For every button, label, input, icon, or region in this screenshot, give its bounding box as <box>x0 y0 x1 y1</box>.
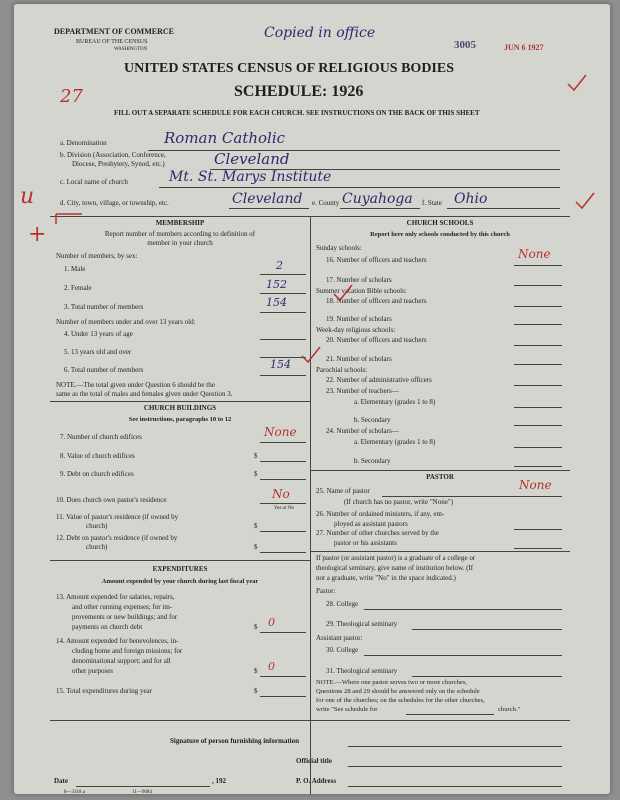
q27-label-2: pastor or his assistants <box>334 539 397 547</box>
q25-note: (If church has no pastor, write "None") <box>344 498 454 506</box>
state-label: f. State <box>422 199 442 207</box>
q2-value: 152 <box>266 278 287 291</box>
q13-label-3: provements or new buildings; and for <box>72 613 178 621</box>
q18-label: 18. Number of officers and teachers <box>326 297 427 305</box>
date-label: Date <box>54 777 68 785</box>
q19-label: 19. Number of scholars <box>326 315 392 323</box>
city-name: WASHINGTON <box>114 47 148 52</box>
dept-name: DEPARTMENT OF COMMERCE <box>54 27 175 36</box>
buildings-sub: See instructions, paragraphs 10 to 12 <box>128 416 232 423</box>
instruction-line: FILL OUT A SEPARATE SCHEDULE FOR EACH CHURCH. SEE INSTRUCTIONS ON THE BACK OF THIS SHEET <box>114 109 480 117</box>
form-code-2: 11—9084 <box>132 790 152 794</box>
city-value: Cleveland <box>232 191 303 207</box>
q14-label-1: 14. Amount expended for benevolences, in- <box>56 637 179 645</box>
q16-label: 16. Number of officers and teachers <box>326 256 427 264</box>
sunday-schools: Sunday schools: <box>316 244 362 252</box>
parochial-schools: Parochial schools: <box>316 366 368 374</box>
q15-label: 15. Total expenditures during year <box>56 687 152 695</box>
church-name-value: Mt. St. Marys Institute <box>169 169 332 185</box>
q10-value: No <box>272 487 290 501</box>
q23b-label: b. Secondary <box>354 416 391 424</box>
q9-label: 9. Debt on church edifices <box>60 470 134 478</box>
expenditures-sub: Amount expended by your church during last fiscal year <box>101 578 259 585</box>
city-label: d. City, town, village, or township, etc. <box>60 199 169 207</box>
q11-label-2: church) <box>86 522 108 530</box>
pastor-note-2: Questions 28 and 29 should be answered only on the schedule <box>316 688 480 695</box>
church-name-label: c. Local name of church <box>60 178 128 186</box>
summer-schools: Summer vacation Bible schools: <box>316 287 407 295</box>
q7-label: 7. Number of church edifices <box>60 433 142 441</box>
q23-label: 23. Number of teachers— <box>326 387 399 395</box>
q4-label: 4. Under 13 years of age <box>64 330 133 338</box>
graduate-note-2: theological seminary, give name of institution below. (If <box>316 564 474 572</box>
q8-label: 8. Value of church edifices <box>60 452 135 460</box>
division-label-2: Diocese, Presbytery, Synod, etc.) <box>72 160 165 168</box>
q5-label: 5. 13 years old and over <box>64 348 132 356</box>
membership-title: MEMBERSHIP <box>155 219 205 227</box>
q1-label: 1. Male <box>64 265 86 273</box>
q17-label: 17. Number of scholars <box>326 276 392 284</box>
margin-mark-plus: + <box>28 222 47 247</box>
division-value: Cleveland <box>214 150 290 168</box>
q26-label-1: 26. Number of ordained ministers, if any, em- <box>316 510 445 518</box>
stamp-date: JUN 6 1927 <box>504 43 544 52</box>
denomination-value: Roman Catholic <box>164 129 286 147</box>
bureau-name: BUREAU OF THE CENSUS <box>76 39 148 45</box>
graduate-note-1: If pastor (or assistant pastor) is a graduate of a college or <box>316 554 476 562</box>
form-code-1: 8—3318 a <box>64 790 85 794</box>
expenditures-title: EXPENDITURES <box>152 565 208 573</box>
q13-value: 0 <box>268 616 275 629</box>
membership-note-2: same as the total of males and females given under Question 3. <box>56 390 233 398</box>
graduate-note-3: not a graduate, write "No" in the space indicated.) <box>316 574 456 582</box>
q8-dollar: $ <box>254 452 258 460</box>
county-label: e. County <box>312 199 340 207</box>
q11-label-1: 11. Value of pastor's residence (if owned by <box>56 513 179 521</box>
check-mark-icon-3 <box>566 72 588 94</box>
po-address-label: P. O. Address <box>296 777 337 785</box>
q10-label: 10. Does church own pastor's residence <box>56 496 167 504</box>
q24a-label: a. Elementary (grades 1 to 8) <box>354 438 436 446</box>
q14-value: 0 <box>268 660 275 673</box>
q27-label-1: 27. Number of other churches served by the <box>316 529 439 537</box>
q24-label: 24. Number of scholars— <box>326 427 399 435</box>
q29-label: 29. Theological seminary <box>326 620 398 628</box>
q3-label: 3. Total number of members <box>64 303 144 311</box>
q23a-label: a. Elementary (grades 1 to 8) <box>354 398 436 406</box>
members-by-age: Number of members under and over 13 years old: <box>56 318 196 326</box>
q7-value: None <box>264 425 297 439</box>
red-bracket-mark <box>54 212 84 226</box>
q6-label: 6. Total number of members <box>64 366 144 374</box>
q25-label: 25. Name of pastor <box>316 487 370 495</box>
q11-dollar: $ <box>254 522 258 530</box>
q20-label: 20. Number of officers and teachers <box>326 336 427 344</box>
q13-label-1: 13. Amount expended for salaries, repairs, <box>56 593 175 601</box>
pastor-note-5: church." <box>498 706 521 713</box>
membership-note-1: NOTE.—The total given under Question 6 should be the <box>56 381 215 389</box>
county-value: Cuyahoga <box>342 191 413 207</box>
q13-label-2: and other running expenses; for im- <box>72 603 173 611</box>
pastor-title: PASTOR <box>426 473 454 481</box>
state-value: Ohio <box>454 191 488 207</box>
q1-value: 2 <box>276 259 283 272</box>
q31-label: 31. Theological seminary <box>326 667 398 675</box>
q30-label: 30. College <box>326 646 359 654</box>
q14-label-4: other purposes <box>72 667 114 675</box>
q13-dollar: $ <box>254 623 258 631</box>
weekday-schools: Week-day religious schools: <box>316 326 396 334</box>
schools-intro: Report here only schools conducted by this church <box>370 231 510 238</box>
q15-dollar: $ <box>254 687 258 695</box>
q28-label: 28. College <box>326 600 359 608</box>
membership-intro-2: member in your church <box>147 239 213 247</box>
q22-label: 22. Number of administrative officers <box>326 376 432 384</box>
check-mark-icon-2 <box>300 344 322 366</box>
margin-mark-u: u <box>20 184 35 209</box>
copied-note: Copied in office <box>264 25 376 41</box>
yes-no-hint: Yes or No <box>274 506 295 511</box>
denomination-label: a. Denomination <box>60 139 107 147</box>
check-mark-icon-4 <box>574 190 596 212</box>
pastor-note-3: for one of the churches; on the schedules for the other churches, <box>316 697 485 704</box>
q6-value: 154 <box>270 358 291 371</box>
pastor-sub: Pastor: <box>316 587 336 595</box>
stamp-number: 3005 <box>454 39 476 51</box>
q14-label-2: cluding home and foreign missions; for <box>72 647 183 655</box>
q3-value: 154 <box>266 296 287 309</box>
q26-label-2: ployed as assistant pastors <box>334 520 408 528</box>
schools-title: CHURCH SCHOOLS <box>406 219 474 227</box>
q12-label-1: 12. Debt on pastor's residence (if owned by <box>56 534 178 542</box>
pastor-note-4: write "See schedule for <box>316 706 378 713</box>
q24b-label: b. Secondary <box>354 457 391 465</box>
members-by-sex: Number of members, by sex: <box>56 252 138 260</box>
q16-value: None <box>518 247 551 261</box>
membership-intro-1: Report number of members according to definition of <box>104 230 256 238</box>
q12-dollar: $ <box>254 543 258 551</box>
q14-dollar: $ <box>254 667 258 675</box>
official-title-label: Official title <box>296 757 332 765</box>
q13-label-4: payments on church debt <box>72 623 143 631</box>
form-title: UNITED STATES CENSUS OF RELIGIOUS BODIES <box>124 61 455 76</box>
q12-label-2: church) <box>86 543 108 551</box>
q9-dollar: $ <box>254 470 258 478</box>
q25-value: None <box>519 478 552 492</box>
buildings-title: CHURCH BUILDINGS <box>143 404 217 412</box>
q21-label: 21. Number of scholars <box>326 355 392 363</box>
q2-label: 2. Female <box>64 284 92 292</box>
division-label-1: b. Division (Association, Conference, <box>60 151 166 159</box>
signature-label: Signature of person furnishing information <box>170 737 299 745</box>
schedule-sheet <box>14 4 610 794</box>
check-mark-icon <box>332 282 354 304</box>
q14-label-3: denominational support; and for all <box>72 657 171 665</box>
assistant-pastor-sub: Assistant pastor: <box>316 634 363 642</box>
handwritten-number: 27 <box>60 86 83 107</box>
schedule-title: SCHEDULE: 1926 <box>234 83 364 100</box>
date-year: , 192 <box>212 777 226 785</box>
pastor-note-1: NOTE.—Where one pastor serves two or more churches, <box>316 679 468 686</box>
